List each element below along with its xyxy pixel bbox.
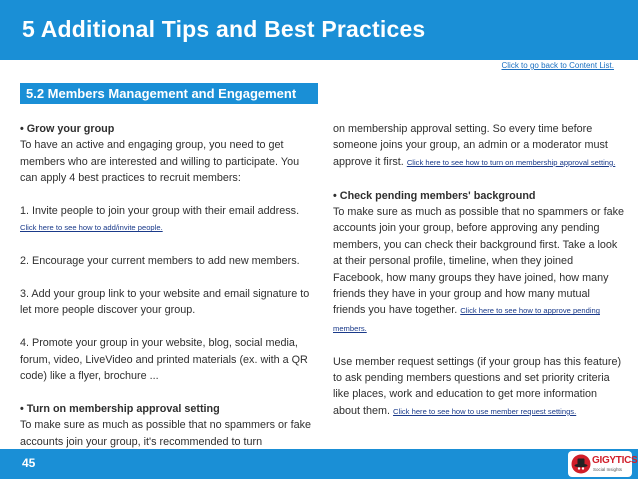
tip-4-paragraph [20,335,316,384]
tip-1-paragraph [20,203,316,237]
logo-tagline: Social Insights [593,467,623,472]
tip-4-text: 4. Promote your group in your website, blog, social media, forum, video, LiveVideo and printed materials (ex. with a QR code) like a flyer, brochure ... [20,337,308,383]
gigytics-logo [568,451,638,477]
section-heading: 5.2 Members Management and Engagement [20,83,318,104]
check-pending-text: To make sure as much as possible that no spammers or fake accounts join your group, before approving any pending members, you can check their background first. Take a look at their personal profile, timeline, when they joined Facebook, how many groups they have joined, how many friends they have in your group and how many mutual friends you have together. [333,206,625,317]
footer-bar [0,449,638,479]
hat-icon [571,454,591,474]
content-list-link[interactable]: Click to go back to Content List. [501,61,614,70]
member-request-text: Use member request settings (if your group has this feature) to ask pending members questions and set priority criteria like places, work and education to get more information about them. [333,355,622,417]
grow-group-text: To have an active and engaging group, you need to get members who are interested and willing to participate. You can apply 4 best practices to recruit members: [20,139,300,185]
left-column [20,121,316,450]
add-invite-people-link[interactable]: Click here to see how to add/invite people. [20,223,163,233]
tip-2-text: 2. Encourage your current members to add new members. [20,255,300,268]
approval-heading: • Turn on membership approval setting [20,402,220,415]
approval-paragraph [20,401,316,450]
approval-continued-paragraph [333,121,625,171]
check-pending-paragraph [333,188,625,338]
check-pending-heading: • Check pending members' background [333,189,536,202]
right-column [333,121,625,420]
tip-1-text: 1. Invite people to join your group with their email address. [20,205,300,218]
tip-3-paragraph [20,286,316,319]
tip-3-text: 3. Add your group link to your website and email signature to let more people discover your group. [20,288,310,317]
turn-on-approval-link[interactable]: Click here to see how to turn on membership approval setting. [406,157,616,167]
logo-brand: GIGYTICS [592,455,638,466]
member-request-paragraph [333,354,625,421]
page-title: 5 Additional Tips and Best Practices [22,16,426,42]
grow-group-heading: • Grow your group [20,123,115,135]
approval-text: To make sure as much as possible that no spammers or fake accounts join your group, it's recommended to turn [20,419,312,448]
approve-pending-link[interactable]: Click here to see how to approve pending members. [333,306,600,333]
member-request-link[interactable]: Click here to see how to use member request settings. [393,406,577,416]
approval-continued-text: on membership approval setting. So every time before someone joins your group, an admin or a moderator must approve it first. [333,123,608,168]
title-bar [0,0,638,60]
page-number: 45 [22,456,36,470]
tip-2-paragraph [20,253,316,269]
grow-group-paragraph [20,121,316,187]
